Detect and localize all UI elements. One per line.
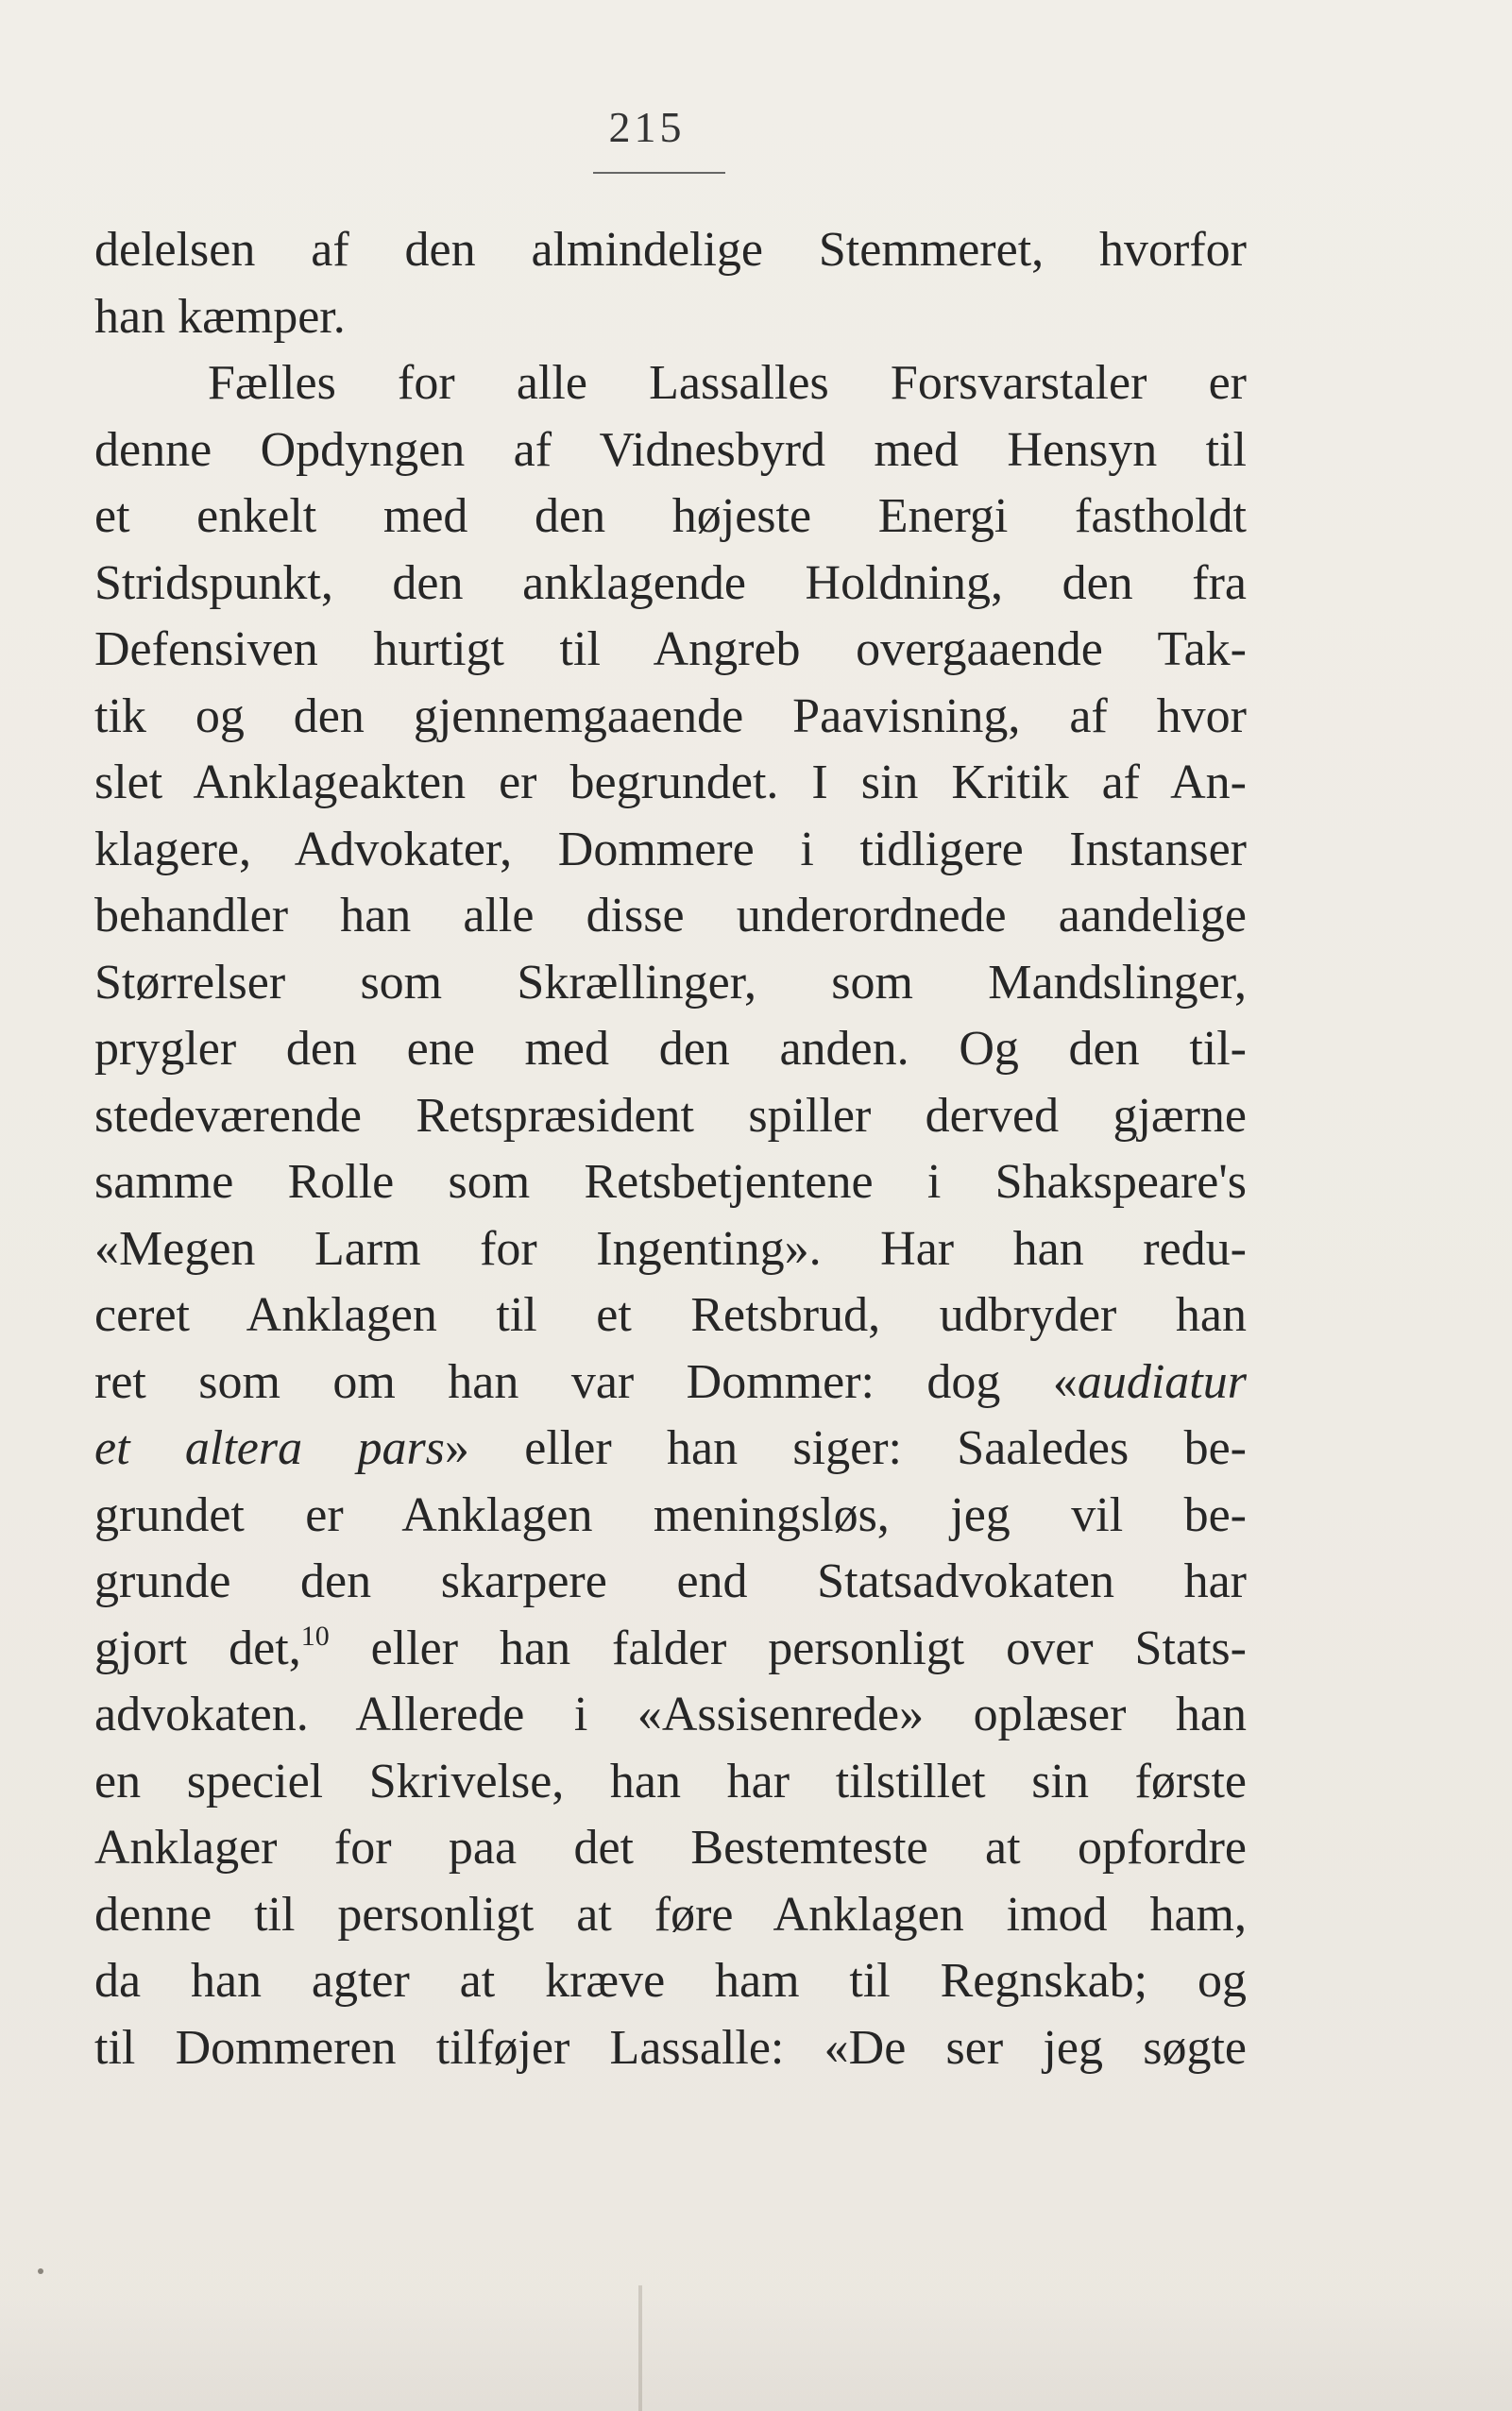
page-number-rule — [593, 172, 725, 174]
text-line: tik og den gjennemgaaende Paavisning, af hvor — [94, 688, 1247, 743]
text-line: Stridspunkt, den anklagende Holdning, den fra — [94, 555, 1247, 610]
text-line: prygler den ene med den anden. Og den til- — [94, 1022, 1247, 1076]
text-run: gjort det, — [94, 1621, 301, 1675]
text-line: denne Opdyngen af Vidnesbyrd med Hensyn til — [94, 422, 1247, 477]
text-line-with-footnote — [94, 1616, 1247, 1683]
text-line: ceret Anklagen til et Retsbrud, udbryder han — [94, 1288, 1247, 1342]
text-line: stedeværende Retspræsident spiller derved gjærne — [94, 1088, 1247, 1143]
italic-run: audiatur — [1077, 1354, 1247, 1409]
text-line: grunde den skarpere end Statsadvokaten har — [94, 1554, 1247, 1608]
italic-run: et altera pars — [94, 1421, 445, 1475]
text-line: «Megen Larm for Ingenting». Har han redu- — [94, 1221, 1247, 1276]
text-line: Størrelser som Skrællinger, som Mandslinger, — [94, 955, 1247, 1010]
text-line: han kæmper. — [94, 289, 346, 344]
text-line: advokaten. Allerede i «Assisenrede» oplæser han — [94, 1688, 1247, 1741]
text-line: en speciel Skrivelse, han har tilstillet sin første — [94, 1754, 1247, 1808]
text-line: denne til personligt at føre Anklagen imod ham, — [94, 1887, 1247, 1942]
text-line: til Dommeren tilføjer Lassalle: «De ser jeg søgte — [94, 2020, 1247, 2075]
text-line: da han agter at kræve ham til Regnskab; og — [94, 1954, 1247, 2008]
footnote-marker: 10 — [300, 1620, 330, 1652]
text-line-with-italic — [94, 1416, 1247, 1483]
text-line: Defensiven hurtigt til Angreb overgaaende Tak- — [94, 622, 1247, 676]
text-line: samme Rolle som Retsbetjentene i Shakspeare's — [94, 1155, 1247, 1209]
text-line: delelsen af den almindelige Stemmeret, hvorfor — [94, 223, 1247, 277]
paper-speck — [38, 2268, 43, 2274]
text-line: et enkelt med den højeste Energi fastholdt — [94, 489, 1247, 543]
text-run: » eller han siger: Saaledes be- — [444, 1421, 1247, 1475]
body-text — [94, 217, 1247, 2081]
text-line: klagere, Advokater, Dommere i tidligere Instanser — [94, 822, 1247, 876]
text-line-with-italic — [94, 1350, 1247, 1417]
text-line: behandler han alle disse underordnede aandelige — [94, 889, 1247, 942]
text-line: slet Anklageakten er begrundet. I sin Kritik af An- — [94, 756, 1247, 809]
page-shadow — [0, 2295, 1512, 2411]
text-run: ret som om han var Dommer: dog « — [94, 1354, 1078, 1409]
text-line: Fælles for alle Lassalles Forsvarstaler er — [208, 356, 1247, 410]
text-run: eller han falder personligt over Stats- — [329, 1621, 1247, 1675]
text-line: grundet er Anklagen meningsløs, jeg vil be- — [94, 1487, 1247, 1542]
page-number: 215 — [608, 103, 686, 151]
text-line: Anklager for paa det Bestemteste at opfordre — [94, 1821, 1247, 1875]
